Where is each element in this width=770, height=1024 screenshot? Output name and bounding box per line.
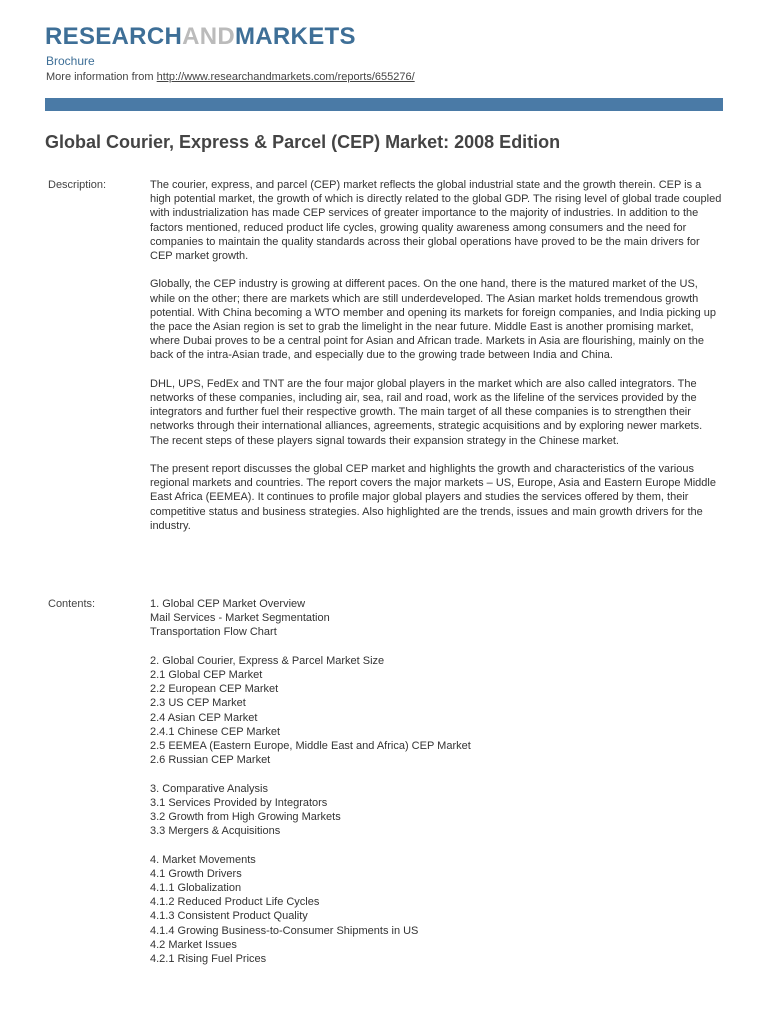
brochure-label: Brochure [46, 54, 95, 68]
page-title: Global Courier, Express & Parcel (CEP) Market: 2008 Edition [45, 132, 561, 152]
contents-section [150, 597, 723, 640]
contents-item: 4.1 Growth Drivers [150, 867, 242, 880]
contents-item: 3.2 Growth from High Growing Markets [150, 811, 341, 824]
contents-list [150, 597, 723, 980]
contents-item: Transportation Flow Chart [150, 626, 277, 639]
contents-section [150, 853, 723, 967]
description-paragraph: Globally, the CEP industry is growing at different paces. On the one hand, there is the matured market of the US, while on the other; there are markets which are still underdeveloped. The Asian market holds tremendous growth potential. With China becoming a WTO member and opening its markets for foreign companies, and India picking up the pace the Asian region is set to grab the limelight in the near future. Middle East is another promising market, where Dubai proves to be a central point for Asian and African trade. Markets in Asia are flourishing, mainly on the back of the intra-Asian trade, and especially due to the growing trade between India and China. [150, 278, 716, 362]
contents-item: 4.2 Market Issues [150, 938, 237, 951]
header-divider-bar [45, 98, 723, 111]
description-paragraph: DHL, UPS, FedEx and TNT are the four major global players in the market which are also called integrators. The networks of these companies, including air, sea, rail and road, work as the lifeline of the services provided by the integrators and further fuel their respective growth. The main target of all these companies is to strengthen their networks through their international alliances, agreements, strategic acquisitions and by exploring newer markets. The recent steps of these players signal towards their expansion strategy in the Chinese market. [150, 377, 703, 447]
contents-item: 1. Global CEP Market Overview [150, 598, 306, 610]
more-information-line [46, 70, 415, 85]
description-paragraph: The present report discusses the global CEP market and highlights the growth and characteristics of the various regional markets and countries. The report covers the major markets – US, Europe, Asia and Eastern Europe Middle East Africa (EEMEA). It continues to profile major global players and studies the services offered by them, their competitive status and business strategies. Also highlighted are the trends, issues and main growth drivers for the industry. [150, 463, 716, 532]
logo [45, 22, 356, 52]
contents-item: 4.1.4 Growing Business-to-Consumer Shipments in US [150, 924, 419, 937]
contents-item: 4. Market Movements [150, 853, 256, 866]
contents-item: 2.2 European CEP Market [150, 683, 279, 696]
contents-item: 2.1 Global CEP Market [150, 669, 263, 681]
contents-section [150, 782, 723, 839]
contents-item: 2. Global Courier, Express & Parcel Market Size [150, 654, 385, 667]
contents-item: 3.3 Mergers & Acquisitions [150, 825, 281, 838]
contents-label: Contents: [48, 598, 96, 610]
contents-item: 4.2.1 Rising Fuel Prices [150, 953, 267, 966]
contents-item: Mail Services - Market Segmentation [150, 612, 330, 625]
description-label: Description: [48, 179, 107, 191]
contents-item: 2.4.1 Chinese CEP Market [150, 725, 281, 738]
contents-item: 2.3 US CEP Market [150, 697, 246, 710]
logo-research: RESEARCH [45, 23, 183, 50]
contents-item: 4.1.3 Consistent Product Quality [150, 910, 308, 923]
description-paragraph: The courier, express, and parcel (CEP) market reflects the global industrial state and the growth therein. CEP is a high potential market, the growth of which is directly related to the global GDP. The rising level of global trade coupled with industrialization has made CEP services of greater importance to the majority of industries. In addition to the factors mentioned, reduced product life cycles, growing quality awareness among consumers and the need for companies to maintain the quality standards across their global operations have proved to be the main drivers for CEP market growth. [150, 179, 722, 263]
contents-item: 3.1 Services Provided by Integrators [150, 796, 328, 809]
contents-section [150, 654, 723, 768]
report-link[interactable]: http://www.researchandmarkets.com/reports/655276/ [156, 71, 415, 83]
contents-item: 4.1.1 Globalization [150, 882, 242, 895]
more-info-prefix: More information from [46, 71, 157, 83]
logo-markets: MARKETS [235, 23, 356, 50]
description-body [150, 178, 723, 547]
contents-item: 2.5 EEMEA (Eastern Europe, Middle East and Africa) CEP Market [150, 740, 471, 753]
contents-item: 4.1.2 Reduced Product Life Cycles [150, 896, 320, 909]
contents-item: 2.4 Asian CEP Market [150, 711, 258, 724]
contents-item: 2.6 Russian CEP Market [150, 754, 271, 767]
logo-and: AND [182, 23, 235, 50]
contents-item: 3. Comparative Analysis [150, 782, 268, 795]
